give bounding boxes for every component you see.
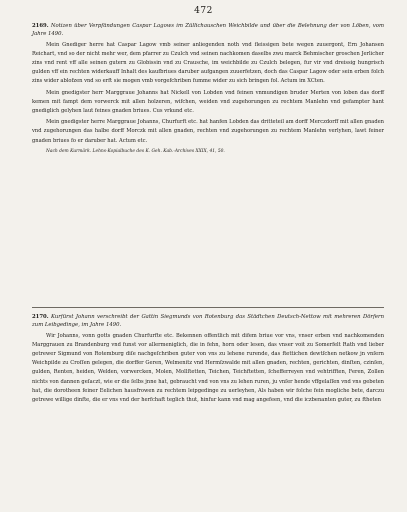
paragraph: Mein gnedigster herr Marggraue Johanns hat Nickell von Lobden vnd feinen vnmundigen bruder Merten von loben das dorff kemen mit fampt dem vorwerck mit allen holzeren, wifchen, weiden vnd zugehorungen zu rechtem Manlehn vnd gefampter hant gnediglich gelyhen laut feines gnaden briues. Cus vrkund etc. [32, 89, 384, 115]
paragraph: Mein Gnediger herre hat Caspar Lagow vmb seiner anliegenden noth vnd fleissigen bete wegen zuuergont, Ern Johansen Reichart, vnd so der nicht mehr wer, dem pfarrer zu Czulch vnd seinen nachkomen daselbs zwu marck Behmischer groschen Jerlicher zins vnd rent vff alle seinen gutern zu Globissin vnd zu Crausche, im weichbilde zu Czulch belegen, fur vir vnd dreissig hungrisch gulden vff ein rechten widerkauff Inhalt des kaufbriues daruber aufgangen zuuerfetzen, doch das Caspar Lagow oder sein erben folch zins wider ablofzen vnd so erft sie mogen vmb vorgefchriben fumme wider zu sich bringen fol. Actum im XCten. [32, 41, 384, 85]
entry-heading-text: Notizen über Verpfändungen Caspar Lagows im Züllichauschen Weichbilde und über die Belehnung der von Löben, vom Jahre 1490. [32, 23, 385, 37]
entry-heading-text: Kurfürst Johann verschreibt der Gattin Siegmunds von Rotenburg das Städtchen Deutsch-Nettow mit mehreren Dörfern zum Leibgedinge, im Jahre 1490. [32, 314, 384, 328]
entry-2170 [32, 314, 384, 405]
entry-number: 2170. [32, 314, 49, 320]
paragraph: Mein gnedigster herre Marggraue Johanns, Churfurft etc. hat hanfen Lobden das dritteteil am dorff Merczdorff mit allen gnaden vnd zugehorungen das halbe dorff Morczk mit allen gnaden, rechten vnd zugehorungen zu rechtem Manlehn verlyhen, lawt feiner gnaden briues fo er daruber hat. Actum etc. [32, 119, 384, 144]
entry-number: 2169. [32, 23, 49, 29]
paragraph: Wir Johanns, vonn gotts gnaden Churfurfte etc. Bekennen offentlich mit difem briue vor vns, vnser erben vnd nachkomenden Marggrauen zu Brandenburg vnd funst vor allermeniglich, die in fehn, horn oder lesen, das vnser voit zu Somerfelt Rath vnd lieber getrewer Sigmund von Rotemburg diſe nachgeſchriben guter von vns zu lehene rurende, das ftettichen dewtſchen netkow jn vnſern Weichpilde zu Croſſen gelegen, die dorffer Geren, Welmenitz vnd Hermſzwalde mit allen gnaden, rechten, gerichten, dinſten, czinſen, gulden, Renten, heiden, Welden, vorwercken, Molen, Mollſtetten, Teichen, Teichftetten, ſchefferreyen vnd vehtrifften, Feren, Zollen nichts von dannen geſaczt, wie er die ſelbs jnne hat, gebraucht vnd von vns zu lehen ruren, ju vnſer hende vffgelaſſen vnd vns gebeten hat, die dorotheen feiner Eelichen hausfrowen zu rechtem leipgedinge zu uerleyhen, Als haben wir folche fein mogliche bete, darczu getrewe willige dinfte, die er vns vnd der herfchaft teglich thut, hinfur kann vnd mag angefeen, vnd die iczbenanten guter, zu ftheten [32, 332, 384, 404]
entry-heading [32, 23, 384, 39]
source-note: Nach dem Kurmärk. Lehns-Kopialbuche des K. Geh. Kab.-Archives XXIX, 41, 50. [46, 148, 225, 154]
section-divider [32, 307, 384, 308]
entry-2169 [32, 23, 384, 155]
entry-heading [32, 314, 384, 330]
page-number: 472 [194, 6, 213, 16]
